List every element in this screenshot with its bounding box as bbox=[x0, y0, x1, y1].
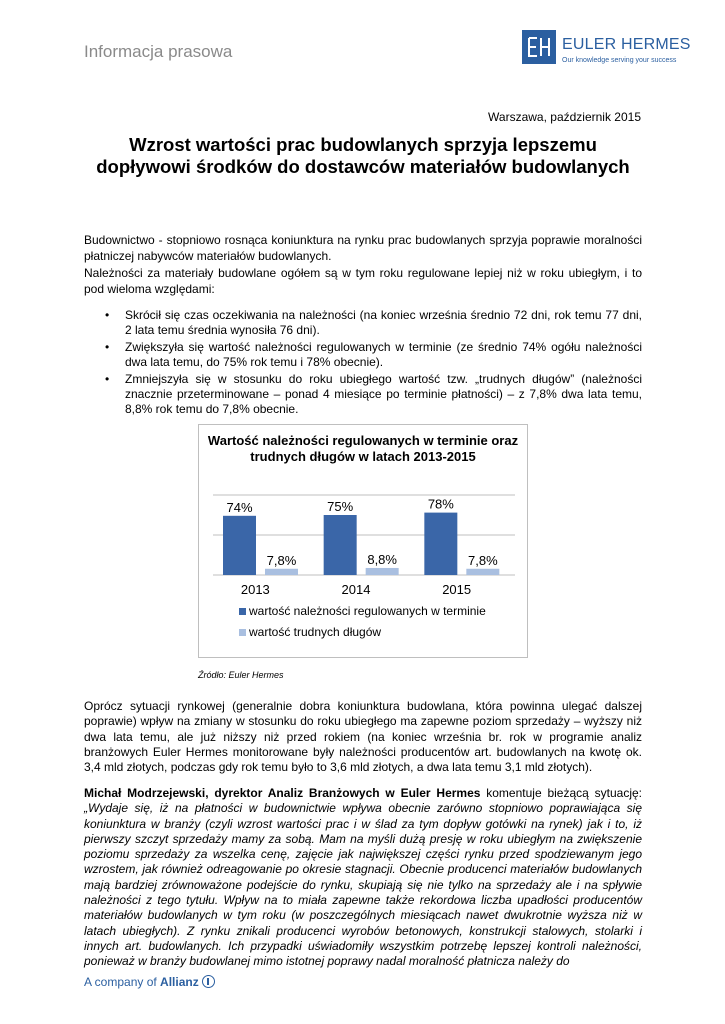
headline: Wzrost wartości prac budowlanych sprzyja lepszemu dopływowi środków do dostawców materiałów budowlanych bbox=[96, 134, 630, 177]
bar-bad-debt bbox=[265, 569, 298, 575]
x-tick-label: 2015 bbox=[442, 582, 472, 597]
logo-name: EULER HERMES bbox=[562, 36, 691, 53]
bullet-item bbox=[84, 340, 642, 370]
bullet-item bbox=[84, 308, 642, 338]
bullet-text: Zmniejszyła się w stosunku do roku ubiegłego wartość tzw. „trudnych długów” (należności znacznie przeterminowane – ponad 4 miesiące po terminie płatności) – z 7,8% dwa lata temu, 8,8% rok temu do 7,8% obecnie. bbox=[125, 372, 642, 416]
intro-paragraph-2: Należności za materiały budowlane ogółem są w tym roku regulowane lepiej niż w roku ubiegłym, i to pod wieloma względami: bbox=[84, 266, 642, 296]
bullet-text: Skrócił się czas oczekiwania na należności (na koniec września średnio 72 dni, rok temu 77 dni, 2 lata temu średnia wynosiła 76 dni). bbox=[125, 308, 642, 337]
chart-canvas bbox=[199, 425, 527, 657]
speaker-name: Michał Modrzejewski, dyrektor Analiz Branżowych w Euler Hermes bbox=[84, 786, 481, 800]
x-tick-label: 2014 bbox=[341, 582, 371, 597]
x-tick-label: 2013 bbox=[240, 582, 270, 597]
footer bbox=[84, 975, 215, 989]
bullet-icon: • bbox=[105, 340, 110, 354]
date-line: Warszawa, październik 2015 bbox=[488, 110, 641, 124]
footer-prefix: A company of bbox=[84, 975, 161, 989]
data-label: 74% bbox=[226, 499, 253, 515]
bar-bad-debt bbox=[466, 569, 499, 575]
legend-label: wartość trudnych długów bbox=[249, 625, 382, 639]
bullet-icon: • bbox=[105, 308, 110, 322]
bullet-text: Zwiększyła się wartość należności regulowanych w terminie (ze średnio 74% ogółu należności dwa lata temu, do 75% rok temu i 78% obecnie). bbox=[125, 340, 642, 369]
bullet-item bbox=[84, 372, 642, 417]
footer-brand: Allianz bbox=[160, 975, 199, 989]
chart bbox=[198, 424, 528, 658]
logo-tagline: Our knowledge serving your success bbox=[562, 57, 677, 64]
bullet-icon: • bbox=[105, 372, 110, 386]
legend-label: wartość należności regulowanych w terminie bbox=[249, 604, 486, 618]
intro-paragraph-1: Budownictwo - stopniowo rosnąca koniunktura na rynku prac budowlanych sprzyja poprawie moralności płatniczej nabywców materiałów budowlanych. bbox=[84, 233, 642, 263]
quote-text: „Wydaje się, iż na płatności w budownictwie wpływa obecnie zarówno stopniowo poprawiająca się koniunktura w branży (czyli wzrost wartości prac i w ślad za tym dopływ gotówki na rynek) jak i to, iż pierwszy szczyt sprzedaży mamy za sobą. Mam na myśli dużą presję w roku ubiegłym na zwiększenie poziomu sprzedaży za wszelka cenę, zajęcie jak największej części rynku przed spodziewanym jego wzrostem, jak również odreagowanie po okresie stagnacji. Obecnie producenci materiałów budowlanych mają bardziej zrównoważone podejście do rynku, skupiają się nie tylko na sprzedaży ale i na spływie należności z tego tytułu. Wpływ na to miała zapewne także rekordowa liczba upadłości producentów materiałów budowlanych w tym roku (w poszczególnych miesiącach nawet dwukrotnie wyższa niż w latach ubiegłych). Z rynku znikali producenci wyrobów betonowych, konstrukcji stalowych, stolarki i innych art. budowlanych. Ich przypadki uświadomiły wszystkim potrzebę lepszej kontroli należności, ponieważ w branży budowlanej mimo istotnej poprawy nadal moralność płatnicza należy do bbox=[84, 801, 642, 969]
bar-on-time bbox=[324, 515, 357, 575]
intro bbox=[84, 233, 642, 299]
header-title: Informacja prasowa bbox=[84, 42, 233, 61]
euler-hermes-logo bbox=[522, 30, 691, 70]
chart-source: Źródło: Euler Hermes bbox=[198, 670, 284, 680]
paragraph-quote bbox=[84, 786, 642, 970]
bar-on-time bbox=[223, 516, 256, 575]
eh-logo-mark bbox=[522, 30, 556, 64]
data-label: 78% bbox=[427, 496, 454, 512]
paragraph-sales: Oprócz sytuacji rynkowej (generalnie dobra koniunktura budowlana, która powinna ulegać dalszej poprawie) wpływ na zmiany w stosunku do roku ubiegłego ma zapewne poziom sprzedaży – wyższy niż dwa lata temu, ale już niższy niż przed rokiem (na koniec września br. rok w programie analiz branżowych Euler Hermes monitorowane były należności producentów art. budowlanych na kwotę ok. 3,4 mld złotych, podczas gdy rok temu było to 3,6 mld złotych, a dwa lata temu 3,1 mld złotych). bbox=[84, 699, 642, 775]
bar-on-time bbox=[424, 513, 457, 575]
data-label: 7,8% bbox=[266, 552, 297, 568]
bar-bad-debt bbox=[366, 568, 399, 575]
data-label: 7,8% bbox=[468, 552, 498, 568]
legend-swatch bbox=[239, 608, 246, 615]
allianz-logo-icon bbox=[202, 975, 215, 988]
data-label: 75% bbox=[327, 499, 354, 514]
data-label: 8,8% bbox=[367, 551, 397, 567]
bullet-list bbox=[84, 308, 642, 419]
legend-swatch bbox=[239, 629, 246, 636]
speaker-intro: komentuje bieżącą sytuację: bbox=[480, 786, 642, 800]
chart-title: Wartość należności regulowanych w terminie oraz trudnych długów w latach 2013-2015 bbox=[207, 433, 519, 464]
